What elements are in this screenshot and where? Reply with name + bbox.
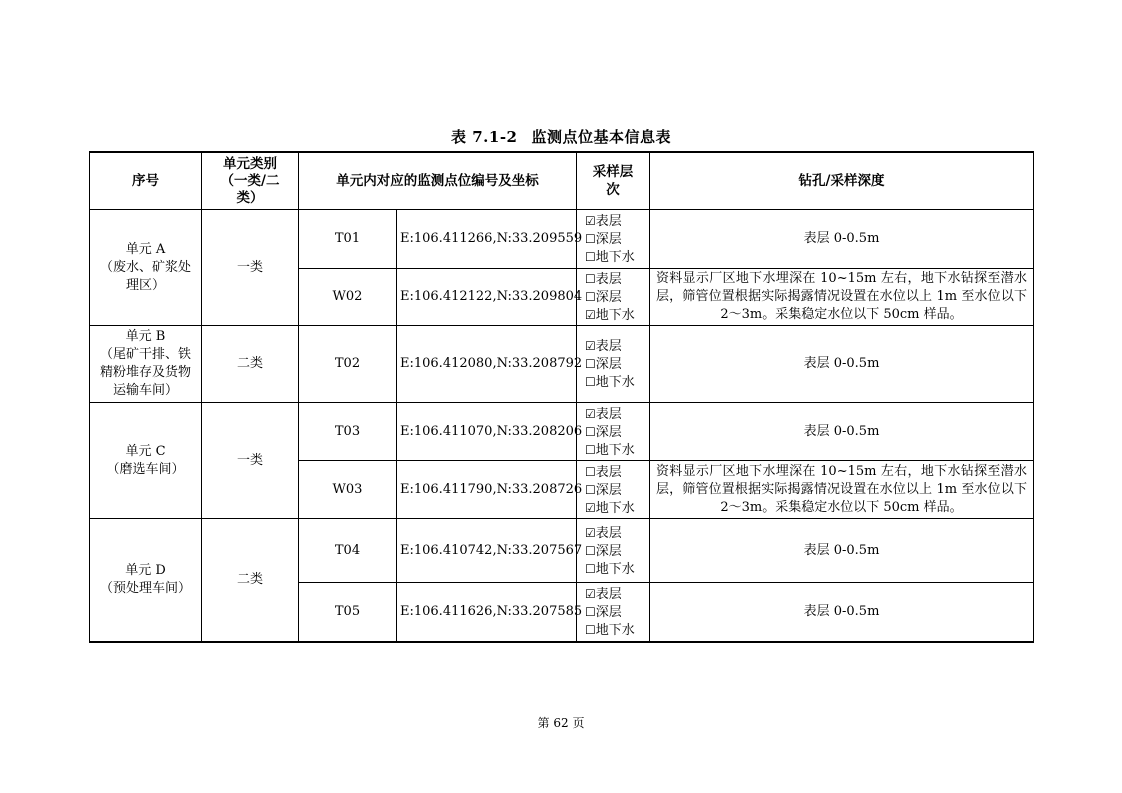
point-id: T03 bbox=[299, 403, 397, 461]
layer-options bbox=[577, 403, 650, 461]
layer-label: 深层 bbox=[595, 604, 622, 620]
layer-label: 深层 bbox=[595, 290, 622, 305]
table-body bbox=[90, 210, 1034, 642]
layer-option-surface bbox=[585, 463, 649, 481]
unit-cell bbox=[90, 326, 202, 403]
point-coord: E:106.411070,N:33.208206 bbox=[397, 403, 577, 461]
sampling-depth: 表层 0-0.5m bbox=[650, 583, 1034, 642]
header-layer bbox=[577, 152, 650, 210]
unit-name: 单元 D bbox=[125, 562, 166, 578]
unit-desc: （磨选车间） bbox=[106, 461, 185, 477]
layer-label: 地下水 bbox=[595, 561, 635, 577]
unchecked-box-icon: ☐ bbox=[585, 424, 596, 439]
layer-option-groundwater bbox=[585, 248, 649, 266]
unchecked-box-icon: ☐ bbox=[585, 482, 596, 497]
layer-option-groundwater bbox=[585, 560, 649, 578]
checked-box-icon: ☑ bbox=[585, 308, 596, 322]
unit-category: 一类 bbox=[202, 403, 299, 519]
layer-options bbox=[577, 210, 650, 269]
checked-box-icon: ☑ bbox=[585, 339, 596, 353]
unchecked-box-icon: ☐ bbox=[585, 543, 596, 558]
unchecked-box-icon: ☐ bbox=[585, 290, 596, 304]
table-title: 监测点位基本信息表 bbox=[531, 128, 671, 146]
header-category-text: 单元类别（一类/二类） bbox=[220, 155, 280, 206]
layer-label: 深层 bbox=[595, 482, 622, 498]
layer-option-groundwater bbox=[585, 306, 649, 324]
unit-category: 一类 bbox=[202, 210, 299, 326]
layer-option-surface bbox=[585, 337, 649, 355]
point-coord: E:106.412080,N:33.208792 bbox=[397, 326, 577, 403]
layer-option-deep bbox=[585, 481, 649, 499]
layer-option-deep bbox=[585, 230, 649, 248]
unit-desc: （废水、矿浆处理区） bbox=[99, 259, 191, 293]
unit-category: 二类 bbox=[202, 519, 299, 642]
unit-cell bbox=[90, 210, 202, 326]
table-row bbox=[90, 210, 1034, 269]
layer-label: 地下水 bbox=[595, 250, 635, 265]
checked-box-icon: ☑ bbox=[585, 586, 596, 601]
unit-name: 单元 C bbox=[125, 443, 166, 459]
header-layer-text: 采样层次 bbox=[592, 164, 634, 198]
table-row bbox=[90, 326, 1034, 403]
layer-option-groundwater bbox=[585, 441, 649, 459]
sampling-depth: 资料显示厂区地下水埋深在 10~15m 左右，地下水钻探至潜水层，筛管位置根据实际揭露情况设置在水位以上 1m 至水位以下 2～3m。采集稳定水位以下 50cm 样品。 bbox=[650, 269, 1034, 326]
point-coord: E:106.411790,N:33.208726 bbox=[397, 461, 577, 519]
layer-label: 深层 bbox=[595, 424, 622, 440]
layer-label: 深层 bbox=[595, 232, 622, 247]
point-coord: E:106.411266,N:33.209559 bbox=[397, 210, 577, 269]
unchecked-box-icon: ☐ bbox=[585, 561, 596, 576]
point-id: T05 bbox=[299, 583, 397, 642]
layer-label: 地下水 bbox=[595, 622, 635, 638]
layer-label: 表层 bbox=[595, 586, 622, 602]
header-row bbox=[90, 152, 1034, 210]
unchecked-box-icon: ☐ bbox=[585, 232, 596, 246]
layer-option-groundwater bbox=[585, 373, 649, 391]
layer-options bbox=[577, 326, 650, 403]
sampling-depth: 资料显示厂区地下水埋深在 10~15m 左右，地下水钻探至潜水层，筛管位置根据实际揭露情况设置在水位以上 1m 至水位以下 2～3m。采集稳定水位以下 50cm 样品。 bbox=[650, 461, 1034, 519]
layer-label: 深层 bbox=[595, 543, 622, 559]
unchecked-box-icon: ☐ bbox=[585, 464, 596, 479]
checked-box-icon: ☑ bbox=[585, 525, 596, 540]
unit-desc: （尾矿干排、铁精粉堆存及货物运输车间） bbox=[99, 347, 191, 398]
sampling-depth: 表层 0-0.5m bbox=[650, 210, 1034, 269]
point-id: W02 bbox=[299, 269, 397, 326]
sampling-depth: 表层 0-0.5m bbox=[650, 403, 1034, 461]
layer-option-groundwater bbox=[585, 499, 649, 517]
point-id: W03 bbox=[299, 461, 397, 519]
table-row bbox=[90, 519, 1034, 583]
layer-option-deep bbox=[585, 603, 649, 621]
point-coord: E:106.410742,N:33.207567 bbox=[397, 519, 577, 583]
table-caption bbox=[0, 126, 1122, 147]
layer-options bbox=[577, 583, 650, 642]
unchecked-box-icon: ☐ bbox=[585, 442, 596, 457]
point-coord: E:106.412122,N:33.209804 bbox=[397, 269, 577, 326]
header-points: 单元内对应的监测点位编号及坐标 bbox=[299, 152, 577, 210]
unchecked-box-icon: ☐ bbox=[585, 272, 596, 286]
layer-label: 地下水 bbox=[595, 375, 635, 390]
layer-option-deep bbox=[585, 423, 649, 441]
header-depth: 钻孔/采样深度 bbox=[650, 152, 1034, 210]
layer-label: 地下水 bbox=[595, 500, 635, 516]
point-coord: E:106.411626,N:33.207585 bbox=[397, 583, 577, 642]
layer-label: 表层 bbox=[595, 272, 622, 287]
unchecked-box-icon: ☐ bbox=[585, 375, 596, 389]
unit-name: 单元 B bbox=[125, 329, 166, 344]
unit-cell bbox=[90, 403, 202, 519]
unit-desc: （预处理车间） bbox=[99, 580, 191, 596]
layer-option-surface bbox=[585, 270, 649, 288]
layer-label: 表层 bbox=[595, 525, 622, 541]
layer-label: 表层 bbox=[595, 214, 622, 229]
layer-option-surface bbox=[585, 405, 649, 423]
layer-label: 地下水 bbox=[595, 442, 635, 458]
unchecked-box-icon: ☐ bbox=[585, 622, 596, 637]
layer-label: 表层 bbox=[595, 406, 622, 422]
layer-option-groundwater bbox=[585, 621, 649, 639]
unchecked-box-icon: ☐ bbox=[585, 357, 596, 371]
table-row bbox=[90, 403, 1034, 461]
layer-option-surface bbox=[585, 585, 649, 603]
layer-options bbox=[577, 519, 650, 583]
sampling-depth: 表层 0-0.5m bbox=[650, 326, 1034, 403]
layer-label: 地下水 bbox=[595, 308, 635, 323]
layer-label: 表层 bbox=[595, 339, 622, 354]
point-id: T01 bbox=[299, 210, 397, 269]
unchecked-box-icon: ☐ bbox=[585, 604, 596, 619]
point-id: T02 bbox=[299, 326, 397, 403]
header-seq: 序号 bbox=[90, 152, 202, 210]
unchecked-box-icon: ☐ bbox=[585, 250, 596, 264]
layer-options bbox=[577, 461, 650, 519]
layer-label: 表层 bbox=[595, 464, 622, 480]
unit-name: 单元 A bbox=[125, 241, 166, 257]
header-category bbox=[202, 152, 299, 210]
layer-option-surface bbox=[585, 524, 649, 542]
layer-option-deep bbox=[585, 542, 649, 560]
point-id: T04 bbox=[299, 519, 397, 583]
layer-options bbox=[577, 269, 650, 326]
unit-category: 二类 bbox=[202, 326, 299, 403]
layer-option-surface bbox=[585, 212, 649, 230]
page-number: 第 62 页 bbox=[537, 716, 585, 730]
table-number: 表 7.1-2 bbox=[451, 128, 518, 146]
checked-box-icon: ☑ bbox=[585, 500, 596, 515]
layer-option-deep bbox=[585, 355, 649, 373]
sampling-depth: 表层 0-0.5m bbox=[650, 519, 1034, 583]
layer-label: 深层 bbox=[595, 357, 622, 372]
monitoring-points-table bbox=[89, 151, 1034, 643]
checked-box-icon: ☑ bbox=[585, 214, 596, 228]
layer-option-deep bbox=[585, 288, 649, 306]
checked-box-icon: ☑ bbox=[585, 406, 596, 421]
unit-cell bbox=[90, 519, 202, 642]
